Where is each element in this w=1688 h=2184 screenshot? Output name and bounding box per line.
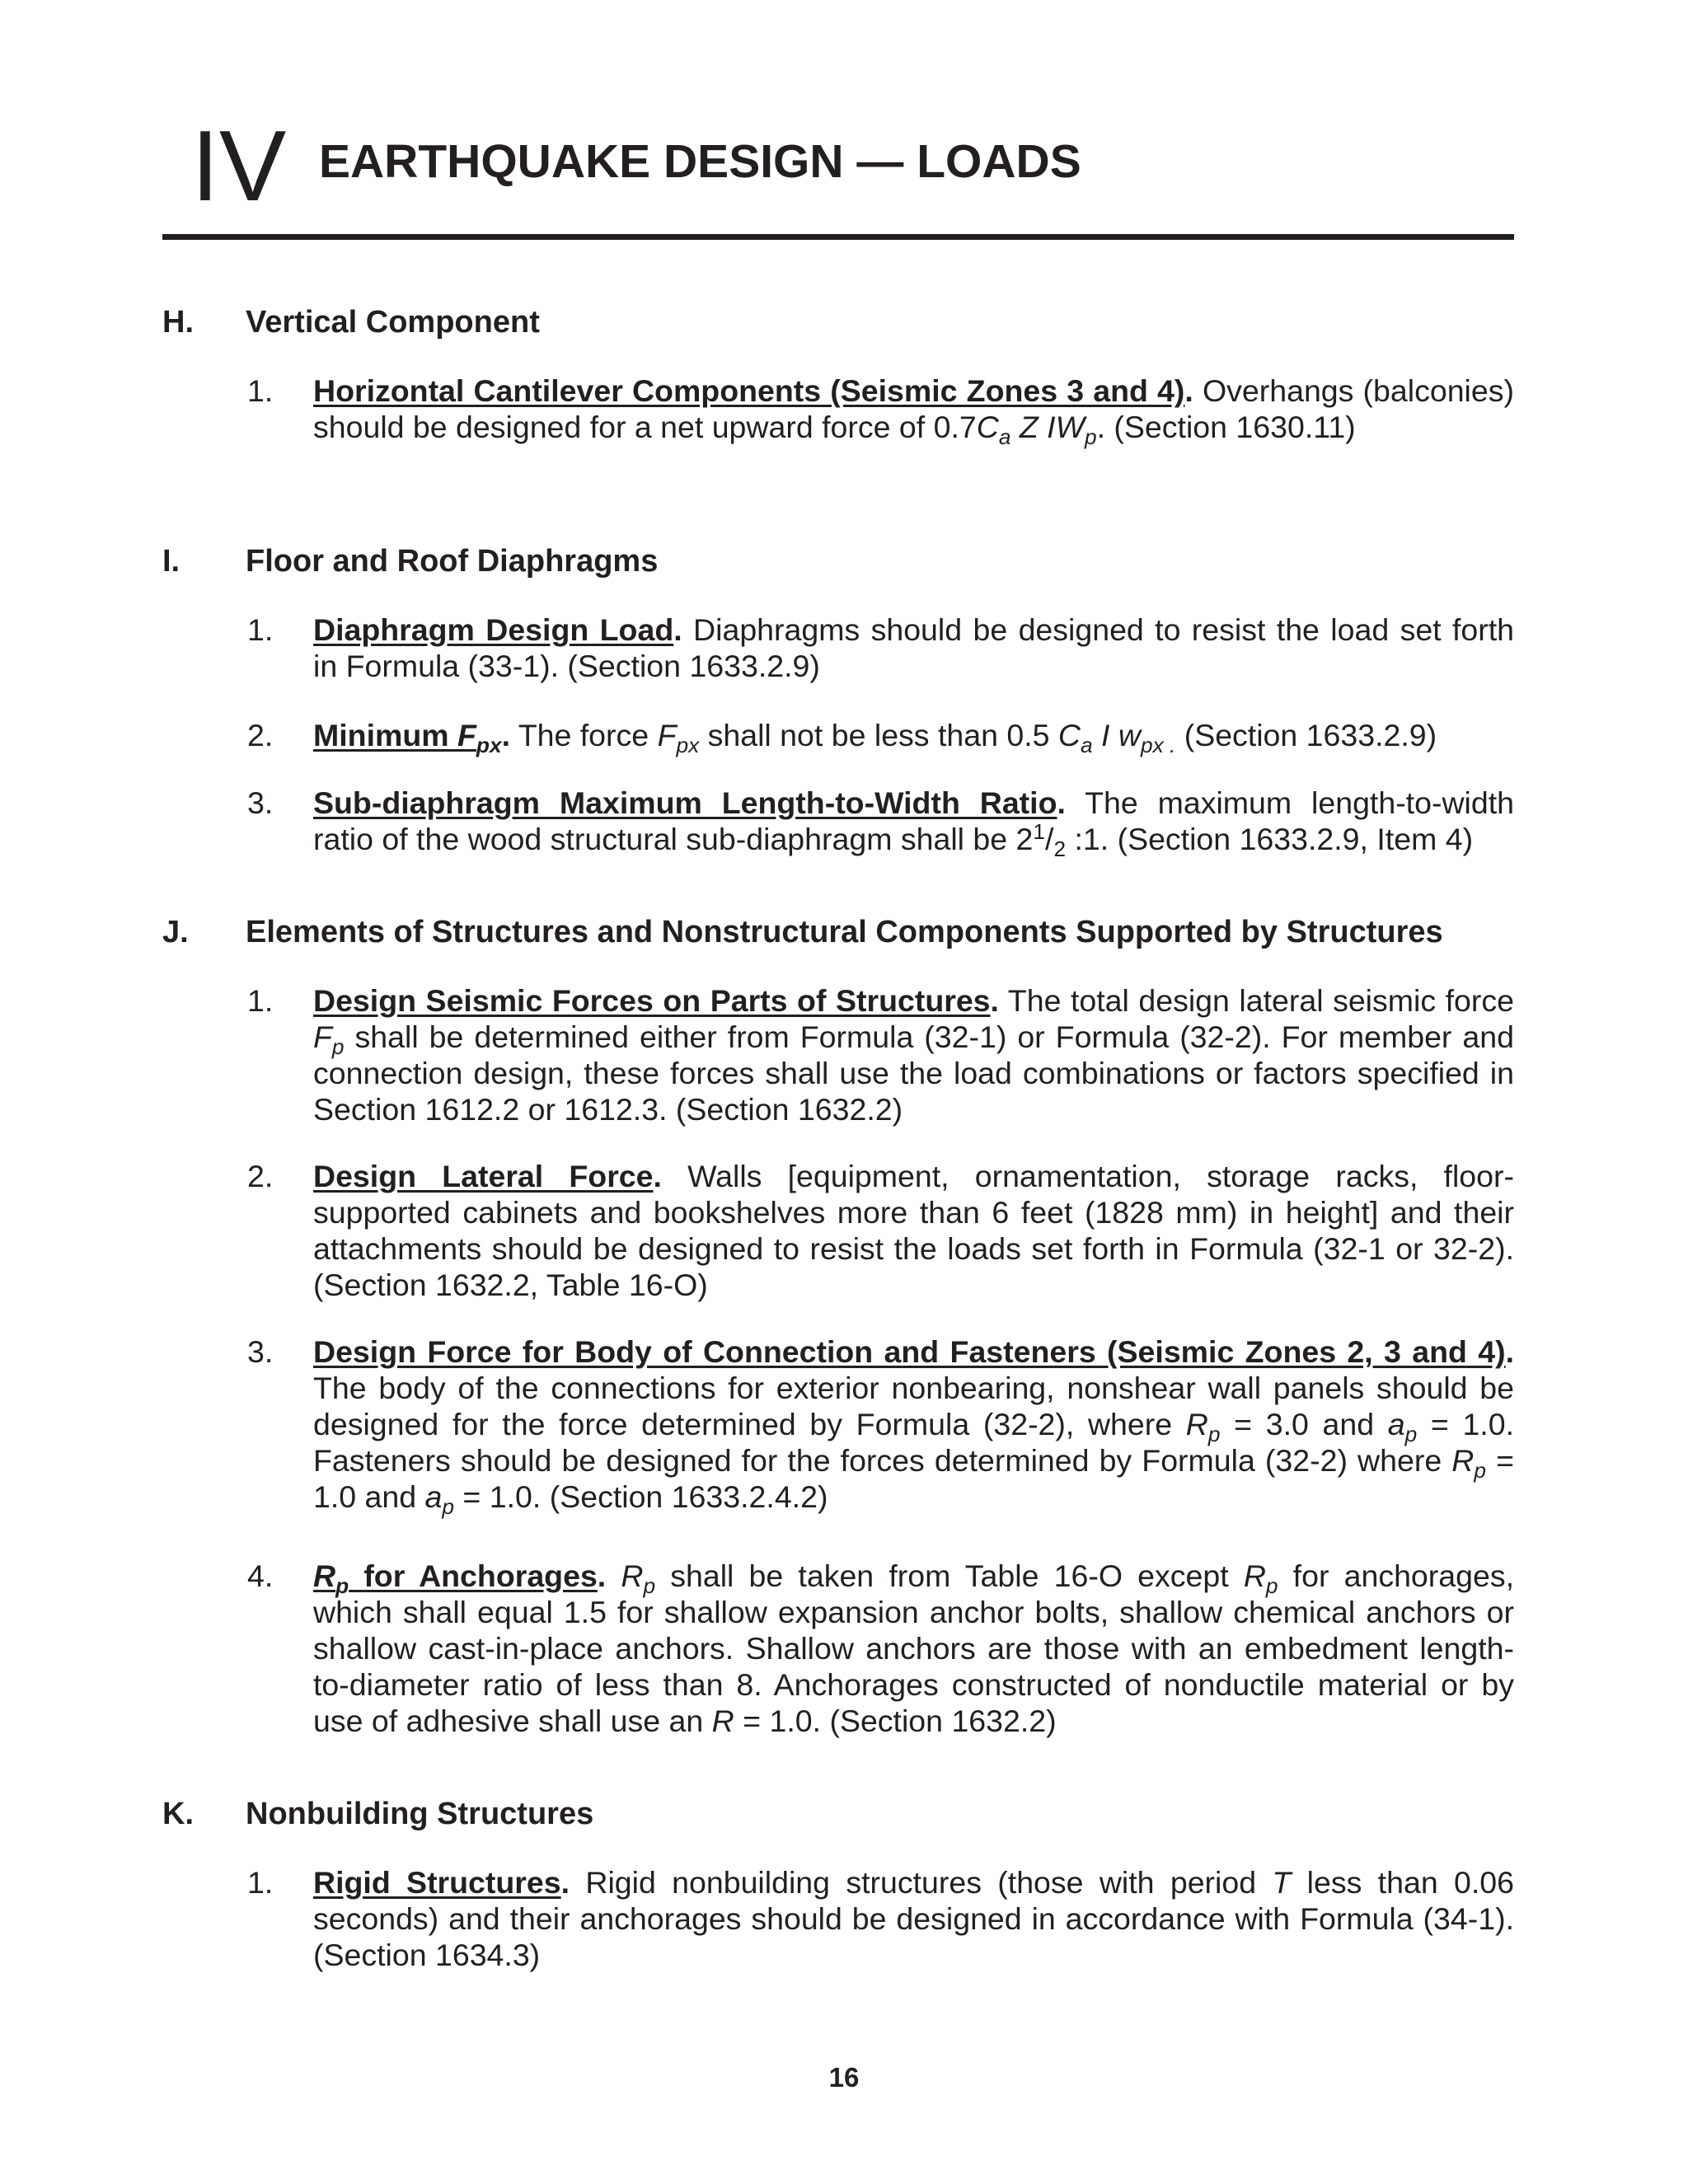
item-body: Design Force for Body of Connection and Fasteners (Seismic Zones 2, 3 and 4). The body of the connections for exterior nonbearing, nonshear wall panels should be designed for the force determined by Formula (32-2), where $R_p = 3.0$ and $a_p = 1.0$. Fasteners should be designed for the forces determined by Formula (32-2) where $R_p = 1.0$ and $a_p = 1.0$. (Section 1633.2.4.2): [313, 1334, 1514, 1519]
item-body: Rigid Structures. Rigid nonbuilding structures (those with period T less than 0.06 seconds) and their anchorages should be designed in accordance with Formula (34-1). (Section 1634.3): [313, 1865, 1514, 1972]
section-letter: H.: [162, 305, 194, 340]
page-number: 16: [828, 2062, 860, 2093]
item-body: Design Lateral Force. Walls [equipment, ornamentation, storage racks, floor-supported cabinets and bookshelves more than 6 feet (1828 mm) in height] and their attachments should be designed to resist the loads set forth in Formula (32-1 or 32-2). (Section 1632.2, Table 16-O): [313, 1159, 1514, 1302]
chapter-roman-numeral: IV: [191, 110, 287, 222]
item-lead: Design Seismic Forces on Parts of Structures: [313, 983, 991, 1018]
item-text: Diaphragms should be designed to resist the load set forth in Formula (33-1). (Section 1633.2.9): [313, 612, 1515, 683]
chapter-title: EARTHQUAKE DESIGN — LOADS: [319, 135, 1081, 188]
item-lead: Design Lateral Force: [313, 1159, 654, 1193]
section-title: Floor and Roof Diaphragms: [246, 544, 659, 579]
item-body: Diaphragm Design Load. Diaphragms should be designed to resist the load set forth in Formula (33-1). (Section 1633.2.9): [313, 612, 1515, 683]
section-title: Nonbuilding Structures: [246, 1797, 594, 1831]
item-body: Sub-diaphragm Maximum Length-to-Width Ratio. The maximum length-to-width ratio of the wood structural sub-diaphragm shall be $2^1/_2$ :1. (Section 1633.2.9, Item 4): [313, 785, 1514, 861]
item-number: 2.: [247, 718, 274, 752]
item-lead: Diaphragm Design Load: [313, 612, 674, 647]
section-letter: J.: [162, 915, 189, 949]
item-body: Horizontal Cantilever Components (Seismic Zones 3 and 4). Overhangs (balconies) should be designed for a net upward force of $0.7C_a$ Z $IW_p$. (Section 1630.11): [313, 373, 1514, 449]
item-number: 1.: [247, 983, 274, 1018]
section-letter: K.: [162, 1797, 194, 1831]
item-lead: Minimum: [313, 718, 449, 752]
item-lead: for Anchorages: [363, 1558, 598, 1593]
item-number: 1.: [247, 612, 274, 647]
item-lead: Sub-diaphragm Maximum Length-to-Width Ratio: [313, 785, 1057, 820]
section-title: Elements of Structures and Nonstructural Components Supported by Structures: [246, 915, 1443, 949]
item-body: Design Seismic Forces on Parts of Structures. The total design lateral seismic force $F_p$ shall be determined either from Formula (32-1) or Formula (32-2). For member and connection design, these forces shall use the load combinations or factors specified in Section 1612.2 or 1612.3. (Section 1632.2): [313, 983, 1514, 1127]
item-lead: Rigid Structures: [313, 1865, 561, 1900]
header-rule: [162, 234, 1514, 240]
item-lead: Horizontal Cantilever Components (Seismic Zones 3 and 4): [313, 373, 1185, 408]
item-body: Minimum $F_{px}$. The force $F_{px}$ shall not be less than 0.5 $C_a$ I $w_{px .}$ (Section 1633.2.9): [313, 718, 1437, 757]
section-title: Vertical Component: [246, 305, 540, 340]
item-number: 3.: [247, 1334, 274, 1369]
item-lead: Design Force for Body of Connection and Fasteners (Seismic Zones 2, 3 and 4): [313, 1334, 1506, 1369]
item-number: 2.: [247, 1159, 274, 1193]
section-letter: I.: [162, 544, 181, 579]
item-number: 4.: [247, 1558, 274, 1593]
chapter-header: [162, 110, 1514, 239]
item-body: $R_p$ for Anchorages. $R_p$ shall be taken from Table 16-O except $R_p$ for anchorages, which shall equal 1.5 for shallow expansion anchor bolts, shallow chemical anchors or shallow cast-in-place anchors. Shallow anchors are those with an embedment length-to-diameter ratio of less than 8. Anchorages constructed of nonductile material or by use of adhesive shall use an R = 1.0. (Section 1632.2): [313, 1558, 1515, 1738]
item-text: Walls [equipment, ornamentation, storage racks, floor-supported cabinets and bookshelves more than 6 feet (1828 mm) in height] and their attachments should be designed to resist the loads set forth in Formula (32-1 or 32-2). (Section 1632.2, Table 16-O): [313, 1159, 1514, 1302]
item-number: 1.: [247, 373, 274, 408]
item-number: 3.: [247, 785, 274, 820]
item-number: 1.: [247, 1865, 274, 1900]
